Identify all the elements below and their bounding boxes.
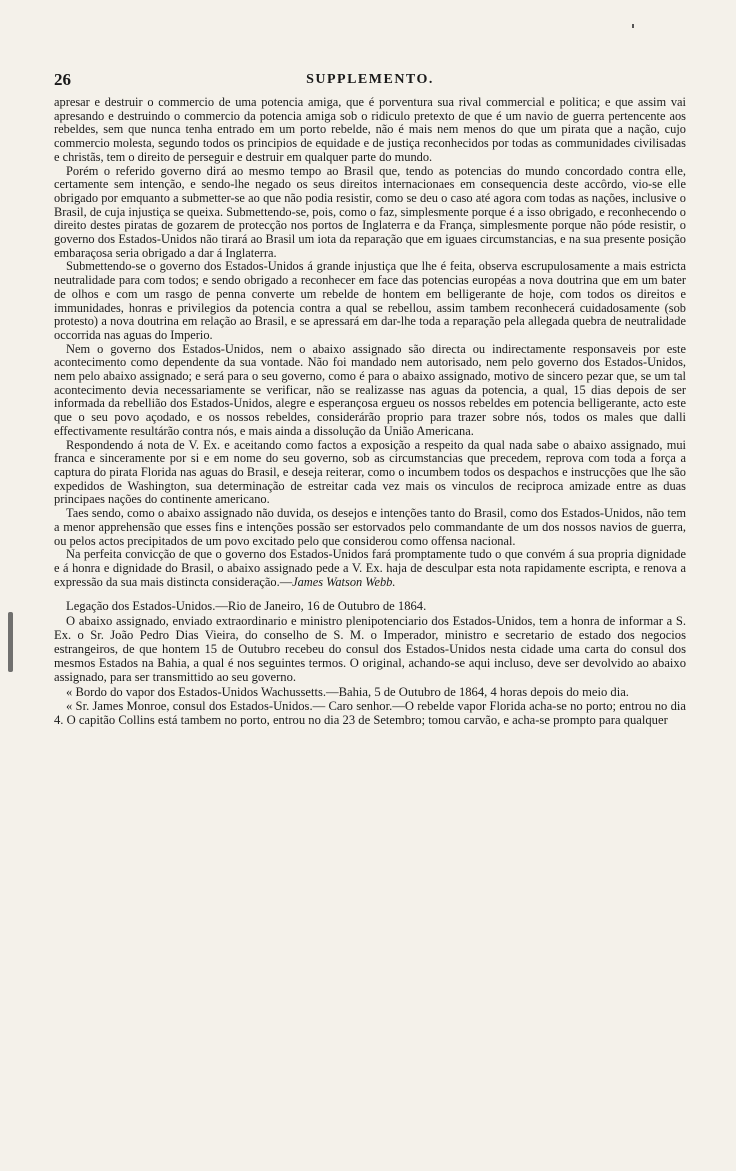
paragraph: apresar e destruir o commercio de uma potencia amiga, que é porventura sua rival commercial e politica; e que assim vai apresando e destruindo o commercio da potencia amiga sob o ridiculo pretexto de que é um navio de guerra pertencente aos rebeldes, sem que nunca tenha entrado em um porto rebelde, não é mais nem menos do que um pirata que a nação, cujo commercio molesta, segundo todos os principios de equidade e de justiça reconhecidos por todas as communidades civilisadas e christãs, tem o direito de perseguir e destruir em qualquer parte do mundo. <box>54 95 686 164</box>
section-gap <box>54 589 686 599</box>
paragraph: O abaixo assignado, enviado extraordinario e ministro plenipotenciario dos Estados-Unidos, tem a honra de informar a S. Ex. o Sr. João Pedro Dias Vieira, do conselho de S. M. o Imperador, ministro e secretario de estado dos negocios estrangeiros, de que hontem 15 de Outubro recebeu do consul dos Estados-Unidos nesta cidade uma carta do consul dos mesmos Estados na Bahia, a qual é nos seguintes termos. O original, achando-se aqui incluso, deve ser devolvido ao abaixo assignado, para ser transmittido ao seu governo. <box>54 613 686 685</box>
letter-body <box>54 96 686 589</box>
paragraph: Taes sendo, como o abaixo assignado não duvida, os desejos e intenções tanto do Brasil, como dos Estados-Unidos, não tem a menor apprehensão que esses fins e intenções possão ser estorvados pelo commandante de um dos nossos navios de guerra, ou pelos actos precipitados de um povo excitado pelo que considerou como offensa nacional. <box>54 506 686 548</box>
page <box>54 70 686 727</box>
closing-paragraph <box>54 548 686 589</box>
signature: James Watson Webb. <box>292 574 396 589</box>
dateline: Legação dos Estados-Unidos.—Rio de Janeiro, 16 de Outubro de 1864. <box>66 599 427 614</box>
page-header <box>54 70 686 92</box>
margin-ink-mark <box>8 612 13 672</box>
paragraph: Porém o referido governo dirá ao mesmo tempo ao Brasil que, tendo as potencias do mundo concordado contra elle, certamente sem intenção, e sendo-lhe negado os seus direitos internacionaes em consequencia deste accôrdo, vio-se elle obrigado por emquanto a submetter-se ao que não podia resistir, como se deu o caso até agora com todas as nações, inclusive o Brasil, de cuja injustiça se queixa. Submettendo-se, pois, como o faz, simplesmente porque é a isso obrigado, e reconhecendo o direito destes piratas de gozarem de protecção nos portos de Inglaterra e da França, simplesmente porque não póde resistir, o governo dos Estados-Unidos não tirará ao Brasil um iota da reparação que em iguaes circumstancias, e na sua presente posição embaraçosa seria obrigado a dar á Inglaterra. <box>54 163 686 260</box>
paragraph: Respondendo á nota de V. Ex. e aceitando como factos a exposição a respeito da qual nada sabe o abaixo assignado, mui franca e sinceramente por si e em nome do seu governo, sob as circumstancias que precedem, reprova com toda a força a captura do pirata Florida nas aguas do Brasil, e deseja reiterar, como o incumbem todos os despachos e instrucções que lhe são expedidos de Washington, sua determinação de estreitar cada vez mais os vinculos de reciproca amizade entre as duas principaes nações do continente americano. <box>54 437 686 507</box>
closing-text: Na perfeita convicção de que o governo dos Estados-Unidos fará promptamente tudo o que convém á sua propria dignidade e á honra e dignidade do Brasil, o abaixo assignado pede a V. Ex. haja de desculpar esta nota rapidamente escripta, e renova a expressão da sua mais distincta consideração.— <box>54 547 686 589</box>
page-number: 26 <box>54 70 71 89</box>
quoted-paragraph: « Bordo do vapor dos Estados-Unidos Wachussetts.—Bahia, 5 de Outubro de 1864, 4 horas depois do meio dia. <box>66 684 629 699</box>
ink-speck <box>632 24 634 28</box>
quoted-paragraph: « Sr. James Monroe, consul dos Estados-Unidos.— Caro senhor.—O rebelde vapor Florida acha-se no porto; entrou no dia 4. O capitão Collins está tambem no porto, entrou no dia 23 de Setembro; tomou carvão, e acha-se prompto para qualquer <box>54 698 686 727</box>
paragraph: Nem o governo dos Estados-Unidos, nem o abaixo assignado são directa ou indirectamente responsaveis por este acontecimento como dependente da sua vontade. Não foi mandado nem autorisado, nem pelo governo dos Estados-Unidos, nem pelo abaixo assignado; e será para o seu governo, como é para o abaixo assignado, motivo de sincero pezar que, se um tal acontecimento devia necessariamente se verificar, não se realizasse nas aguas da potencia, a qual, 15 dias depois de ser informada da rebellião dos Estados-Unidos, alegre e esperançosa ergueu os nossos rebeldes em potencia belligerante, acto este que o seu povo açodado, e os nossos rebeldes, considerárão proprio para trazer sobre nós, todos os males que dalli effectivamente resultárão contra nós, e mais ainda a dissolução da União Americana. <box>54 341 686 438</box>
paragraph: Submettendo-se o governo dos Estados-Unidos á grande injustiça que lhe é feita, observa escrupulosamente a mais estricta neutralidade para com todos; e sendo obrigado a reconhecer em face das potencias européas a nova doutrina que em um bater de olhos e com um rasgo de penna converte um rebelde de hontem em belligerante de hoje, com todos os direitos e immunidades, honras e privilegios da potencia contra a qual se rebellou, assim tambem reconhecerá cuidadosamente (sob protesto) a nova doutrina em relação ao Brasil, e se apressará em dar-lhe toda a reparação pela allegada quebra de neutralidade occorrida nas aguas do Imperio. <box>54 259 686 342</box>
second-document <box>54 599 686 727</box>
running-title: SUPPLEMENTO. <box>306 72 434 87</box>
